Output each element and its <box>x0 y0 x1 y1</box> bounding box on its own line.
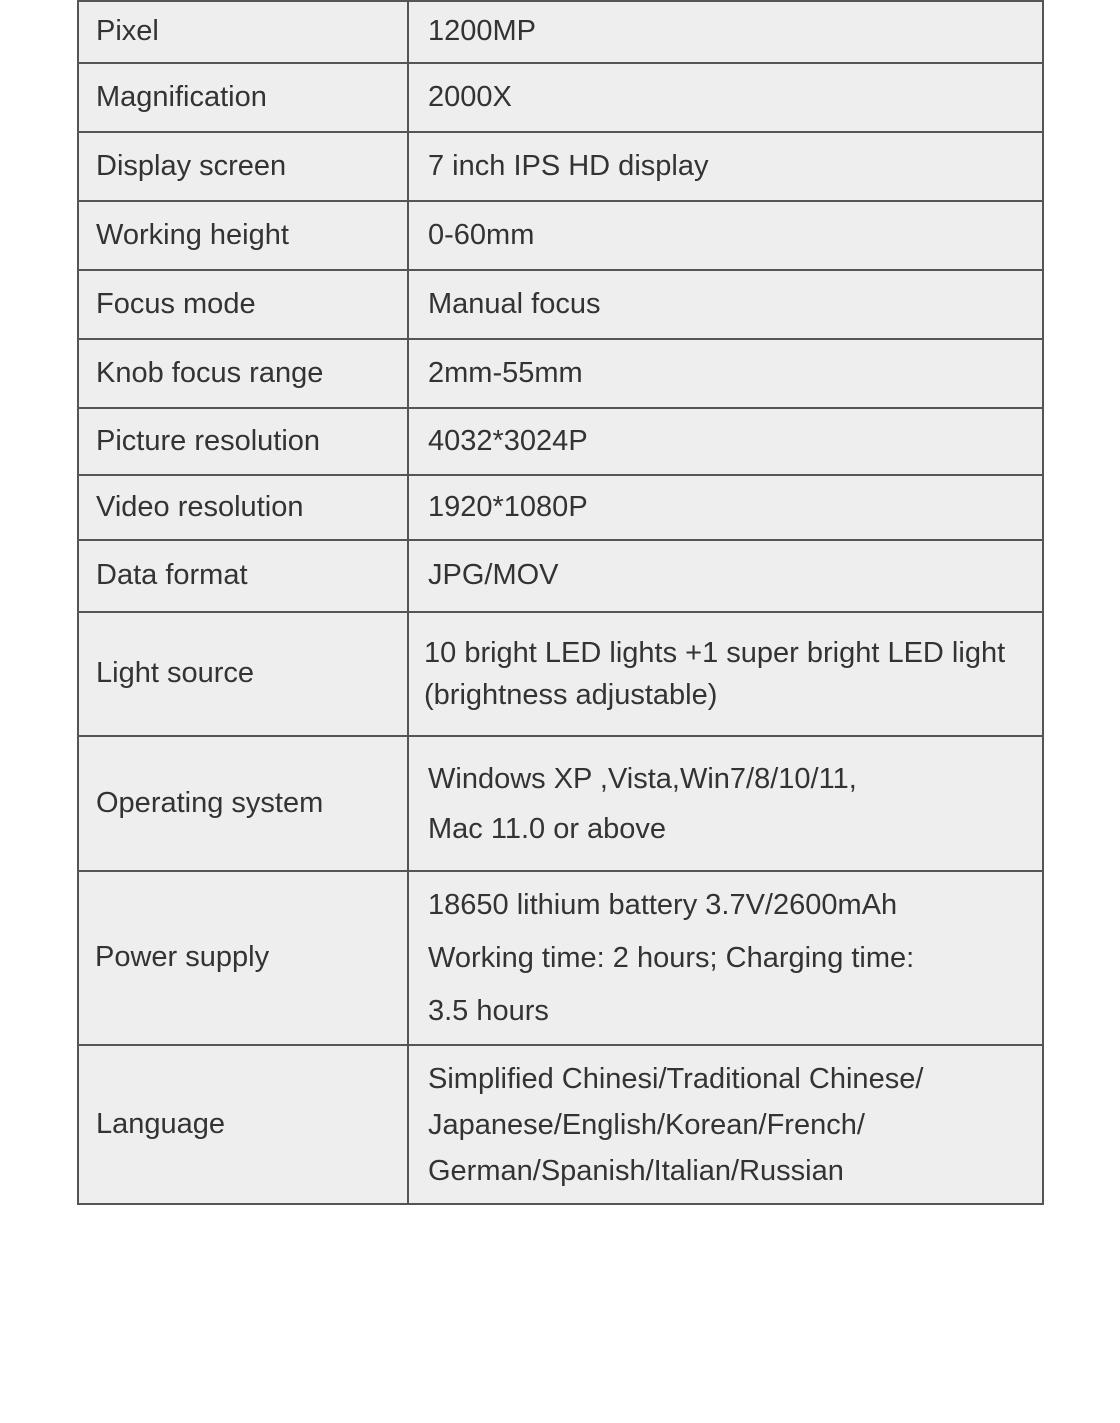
spec-value <box>408 270 1043 339</box>
spec-value-line: (brightness adjustable) <box>424 679 718 711</box>
spec-label: Pixel <box>78 1 408 63</box>
spec-value <box>408 63 1043 132</box>
spec-label: Display screen <box>78 132 408 201</box>
spec-row-picture-resolution <box>78 408 1043 475</box>
spec-label: Video resolution <box>78 475 408 540</box>
spec-row-display-screen <box>78 132 1043 201</box>
spec-value-line: Mac 11.0 or above <box>428 812 667 845</box>
spec-row-operating-system <box>78 736 1043 871</box>
spec-value <box>408 871 1043 1045</box>
spec-value <box>408 475 1043 540</box>
spec-label: Language <box>78 1045 408 1204</box>
spec-row-pixel <box>78 1 1043 63</box>
spec-label: Light source <box>78 612 408 736</box>
spec-value-line: 1920*1080P <box>428 490 588 523</box>
spec-value <box>408 736 1043 871</box>
spec-value-line: Simplified Chinesi/Traditional Chinese/ <box>428 1062 924 1095</box>
spec-label: Magnification <box>78 63 408 132</box>
spec-value-line: 2mm-55mm <box>428 356 583 389</box>
spec-value-line: 7 inch IPS HD display <box>428 149 709 182</box>
spec-row-magnification <box>78 63 1043 132</box>
spec-value <box>408 1 1043 63</box>
spec-value-line: 3.5 hours <box>428 994 549 1027</box>
spec-row-language <box>78 1045 1043 1204</box>
spec-table <box>77 0 1044 1205</box>
spec-label: Picture resolution <box>78 408 408 475</box>
spec-value-line: Japanese/English/Korean/French/ <box>428 1108 865 1141</box>
spec-value <box>408 201 1043 270</box>
spec-value-line: 18650 lithium battery 3.7V/2600mAh <box>428 888 898 921</box>
spec-label: Data format <box>78 540 408 612</box>
spec-row-knob-focus-range <box>78 339 1043 408</box>
spec-value <box>408 612 1043 736</box>
spec-value <box>408 408 1043 475</box>
spec-value-line: 2000X <box>428 80 512 113</box>
spec-value-line: German/Spanish/Italian/Russian <box>428 1154 844 1187</box>
spec-value-line: 10 bright LED lights +1 super bright LED light <box>424 637 1006 669</box>
spec-label: Power supply <box>78 871 408 1045</box>
spec-value <box>408 132 1043 201</box>
spec-value <box>408 540 1043 612</box>
spec-value-line: 0-60mm <box>428 218 535 251</box>
spec-value <box>408 1045 1043 1204</box>
spec-row-focus-mode <box>78 270 1043 339</box>
spec-label: Working height <box>78 201 408 270</box>
spec-value-line: JPG/MOV <box>428 559 559 592</box>
spec-value-line: Windows XP ,Vista,Win7/8/10/11, <box>428 762 857 795</box>
spec-value <box>408 339 1043 408</box>
spec-label: Focus mode <box>78 270 408 339</box>
spec-row-power-supply <box>78 871 1043 1045</box>
spec-row-light-source <box>78 612 1043 736</box>
spec-value-line: 1200MP <box>428 15 537 48</box>
spec-row-working-height <box>78 201 1043 270</box>
spec-value-line: Working time: 2 hours; Charging time: <box>428 941 915 974</box>
spec-label: Operating system <box>78 736 408 871</box>
spec-row-video-resolution <box>78 475 1043 540</box>
spec-value-line: 4032*3024P <box>428 424 588 457</box>
spec-row-data-format <box>78 540 1043 612</box>
spec-value-line: Manual focus <box>428 287 601 320</box>
spec-label: Knob focus range <box>78 339 408 408</box>
